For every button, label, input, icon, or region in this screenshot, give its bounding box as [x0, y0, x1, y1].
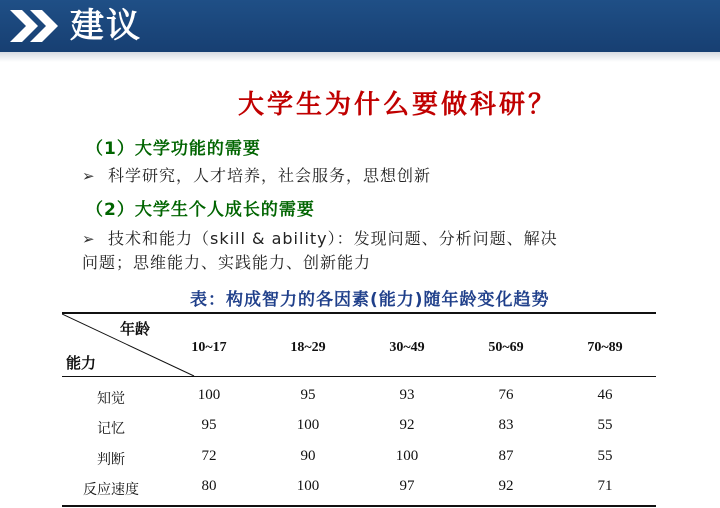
table-cell: 72	[201, 448, 217, 464]
section2-heading: （2）大学生个人成长的需要	[86, 200, 315, 220]
table-cell: 46	[597, 387, 613, 403]
section2-bullet	[82, 227, 558, 275]
row-label: 记忆	[97, 421, 125, 437]
table-cell: 80	[201, 478, 217, 494]
arrow-bullet-icon: ➢	[82, 230, 96, 248]
table-caption: 表：构成智力的各因素(能力)随年龄变化趋势	[190, 290, 550, 310]
table-cell: 55	[597, 448, 613, 464]
table-cell: 92	[498, 478, 514, 494]
table-cell: 100	[197, 387, 221, 403]
corner-header-age: 年龄	[120, 320, 151, 338]
column-header: 10~17	[191, 340, 227, 355]
table-cell: 100	[395, 448, 419, 464]
table-cell: 55	[597, 417, 613, 433]
table-cell: 83	[498, 417, 514, 433]
row-label: 判断	[97, 452, 125, 468]
table-cell: 93	[399, 387, 415, 403]
table-cell: 76	[498, 387, 514, 403]
section2-bullet-line2: 问题；思维能力、实践能力、创新能力	[82, 253, 372, 272]
table-cell: 97	[399, 478, 415, 494]
header-divider	[0, 52, 720, 62]
table-cell: 87	[498, 448, 514, 464]
main-title: 大学生为什么要做科研？	[238, 90, 558, 120]
column-header: 30~49	[389, 340, 425, 355]
arrow-bullet-icon: ➢	[82, 167, 96, 185]
data-table	[62, 312, 656, 508]
table-cell: 100	[296, 478, 320, 494]
table-cell: 90	[300, 448, 316, 464]
header-title: 建议	[70, 6, 142, 46]
section2-bullet-line1: 技术和能力（skill & ability）：发现问题、分析问题、解决	[108, 229, 558, 248]
table-bottom-border	[62, 505, 656, 507]
row-label: 反应速度	[83, 482, 139, 498]
column-header: 18~29	[290, 340, 326, 355]
section1-heading: （1）大学功能的需要	[86, 139, 261, 159]
header-bar	[0, 0, 720, 52]
table-cell: 95	[300, 387, 316, 403]
section1-bullet	[82, 164, 431, 188]
table-cell: 95	[201, 417, 217, 433]
table-cell: 71	[597, 478, 613, 494]
table-cell: 100	[296, 417, 320, 433]
table-cell: 92	[399, 417, 415, 433]
column-header: 70~89	[587, 340, 623, 355]
section1-bullet-text: 科学研究，人才培养，社会服务，思想创新	[108, 166, 432, 185]
double-chevron-icon	[8, 8, 60, 44]
corner-header-ability: 能力	[66, 354, 97, 372]
column-header: 50~69	[488, 340, 524, 355]
row-label: 知觉	[97, 391, 125, 407]
